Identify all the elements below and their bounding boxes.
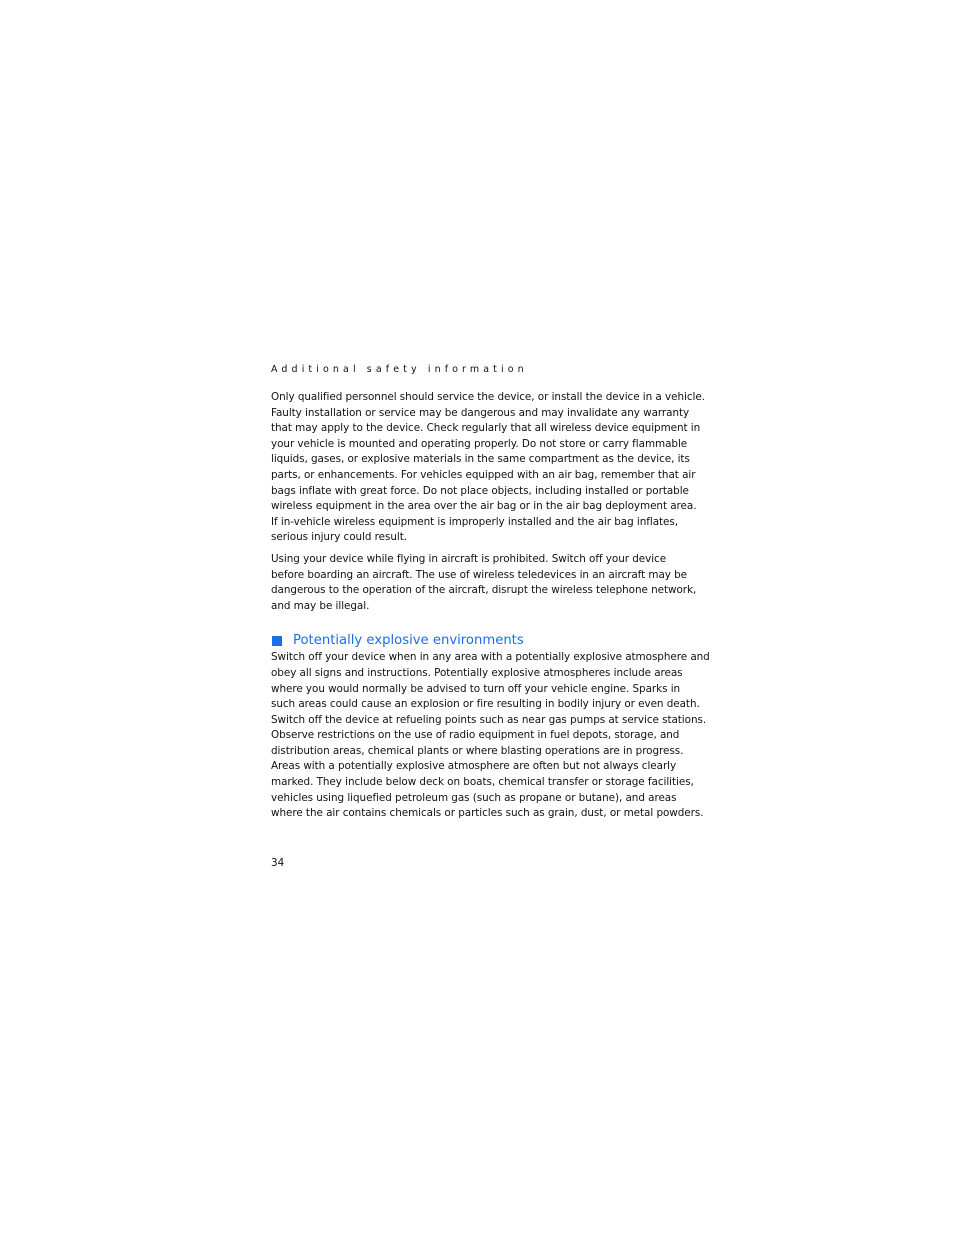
text-line: where you would normally be advised to turn off your vehicle engine. Sparks in xyxy=(271,682,681,695)
text-line: parts, or enhancements. For vehicles equipped with an air bag, remember that air xyxy=(271,468,696,481)
text-line: dangerous to the operation of the aircraft, disrupt the wireless telephone network, xyxy=(271,584,697,597)
text-line: that may apply to the device. Check regularly that all wireless device equipment in xyxy=(271,422,701,435)
text-line: marked. They include below deck on boats, chemical transfer or storage facilities, xyxy=(271,776,694,789)
text-line: before boarding an aircraft. The use of wireless teledevices in an aircraft may be xyxy=(271,568,688,581)
text-line: Switch off the device at refueling points such as near gas pumps at service stations. xyxy=(271,713,707,726)
section-title: Potentially explosive environments xyxy=(293,633,524,649)
paragraph-explosive-environments xyxy=(271,650,710,822)
text-line: Using your device while flying in aircraft is prohibited. Switch off your device xyxy=(271,552,667,565)
text-line: Faulty installation or service may be dangerous and may invalidate any warranty xyxy=(271,406,690,419)
paragraph-aircraft xyxy=(271,552,697,614)
text-line: Only qualified personnel should service the device, or install the device in a vehicle. xyxy=(271,391,705,403)
text-line: serious injury could result. xyxy=(271,531,408,544)
text-line: such areas could cause an explosion or fire resulting in bodily injury or even death. xyxy=(271,698,700,711)
text-line: Observe restrictions on the use of radio equipment in fuel depots, storage, and xyxy=(271,729,680,742)
text-line: Switch off your device when in any area with a potentially explosive atmosphere and xyxy=(271,651,710,664)
paragraph-vehicle-safety xyxy=(271,390,705,546)
running-header: Additional safety information xyxy=(271,364,528,375)
document-page xyxy=(271,362,710,828)
section-heading xyxy=(271,632,671,650)
text-line: where the air contains chemicals or particles such as grain, dust, or metal powders. xyxy=(271,807,704,820)
text-line: If in-vehicle wireless equipment is improperly installed and the air bag inflates, xyxy=(271,515,679,528)
text-line: obey all signs and instructions. Potentially explosive atmospheres include areas xyxy=(271,666,683,679)
text-line: bags inflate with great force. Do not place objects, including installed or portable xyxy=(271,484,689,497)
text-line: and may be illegal. xyxy=(271,599,370,612)
text-line: your vehicle is mounted and operating properly. Do not store or carry flammable xyxy=(271,437,688,450)
text-line: distribution areas, chemical plants or where blasting operations are in progress. xyxy=(271,744,684,757)
text-line: vehicles using liquefied petroleum gas (such as propane or butane), and areas xyxy=(271,791,677,804)
square-bullet-icon xyxy=(272,636,282,646)
text-line: wireless equipment in the area over the air bag or in the air bag deployment area. xyxy=(271,500,697,513)
text-line: liquids, gases, or explosive materials in the same compartment as the device, its xyxy=(271,453,690,466)
text-line: Areas with a potentially explosive atmosphere are often but not always clearly xyxy=(271,760,677,773)
page-number: 34 xyxy=(271,857,285,869)
